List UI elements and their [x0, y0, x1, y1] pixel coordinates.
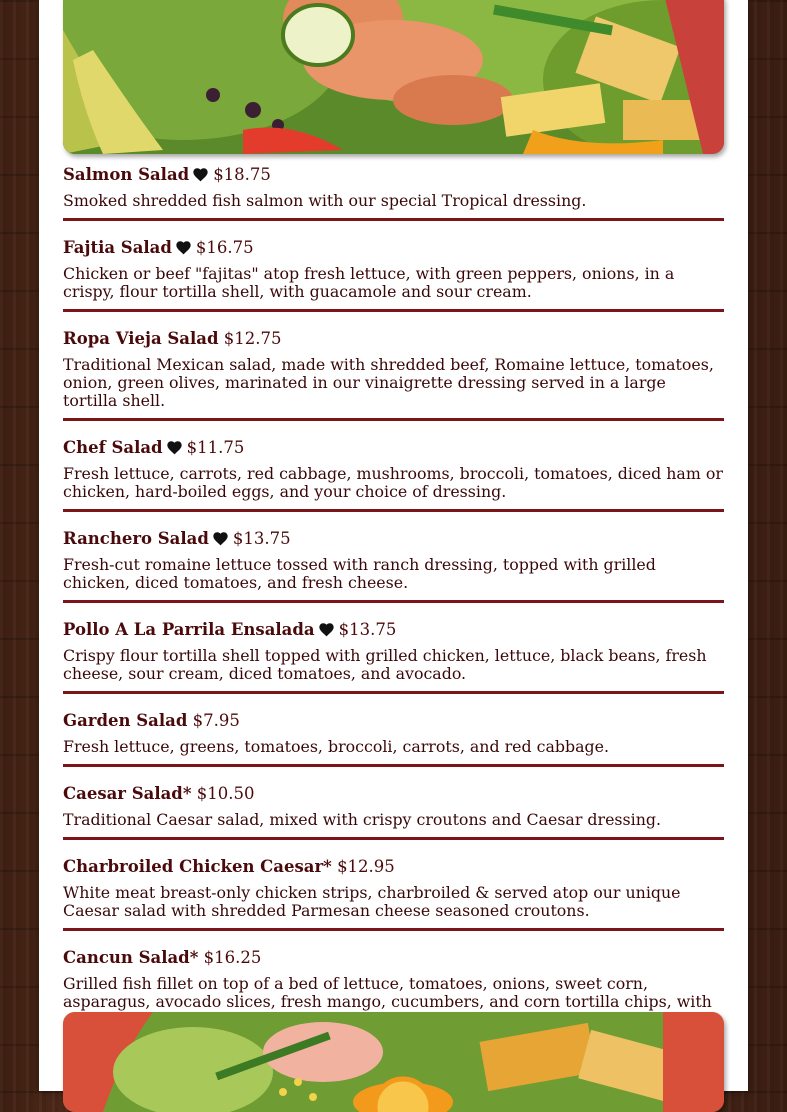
menu-item-description: White meat breast-only chicken strips, charbroiled & served atop our unique Caesar salad with shredded Parmesan cheese seasoned croutons. — [63, 883, 681, 920]
menu-item-header — [63, 615, 724, 645]
cancun-salad-photo — [63, 1012, 724, 1112]
menu-item-price: $13.75 — [232, 529, 291, 548]
menu-item-name: Garden Salad — [63, 711, 188, 730]
menu-item-price: $10.50 — [196, 784, 255, 803]
menu-item-header — [63, 160, 724, 190]
menu-item-price: $16.75 — [195, 238, 254, 257]
menu-item-header — [63, 852, 724, 882]
menu-item — [63, 233, 724, 312]
menu-item-header — [63, 433, 724, 463]
menu-item-price: $12.75 — [223, 329, 282, 348]
menu-item-price: $11.75 — [186, 438, 245, 457]
menu-item-price: $12.95 — [337, 857, 395, 876]
menu-item-description: Traditional Mexican salad, made with shredded beef, Romaine lettuce, tomatoes, onion, green olives, marinated in our vinaigrette dressing served in a large tortilla shell. — [63, 355, 714, 410]
menu-item-description: Traditional Caesar salad, mixed with crispy croutons and Caesar dressing. — [63, 810, 662, 829]
menu-item-name: Salmon Salad — [63, 165, 190, 184]
menu-item — [63, 433, 724, 512]
heart-icon — [192, 167, 209, 182]
menu-item-description: Fresh lettuce, greens, tomatoes, broccoli, carrots, and red cabbage. — [63, 737, 610, 756]
menu-item-description: Fresh-cut romaine lettuce tossed with ranch dressing, topped with grilled chicken, diced tomatoes, and fresh cheese. — [63, 555, 656, 592]
menu-item-name: Cancun Salad* — [63, 948, 199, 967]
menu-item-header — [63, 706, 724, 736]
menu-item — [63, 615, 724, 694]
menu-item — [63, 160, 724, 221]
salad-menu — [63, 160, 724, 1052]
menu-item — [63, 324, 724, 421]
menu-item-header — [63, 324, 724, 354]
heart-icon — [166, 440, 183, 455]
menu-item — [63, 779, 724, 840]
menu-item-name: Pollo A La Parrila Ensalada — [63, 620, 315, 639]
menu-item-name: Caesar Salad* — [63, 784, 192, 803]
menu-item-description: Grilled fish fillet on top of a bed of lettuce, tomatoes, onions, sweet corn, asparagus, avocado slices, fresh mango, cucumbers, and corn tortilla chips, with — [63, 974, 712, 1011]
salmon-salad-photo — [63, 0, 724, 154]
menu-item — [63, 706, 724, 767]
menu-item-price: $18.75 — [213, 165, 271, 184]
menu-item-description: Crispy flour tortilla shell topped with grilled chicken, lettuce, black beans, fresh cheese, sour cream, diced tomatoes, and avocado. — [63, 646, 707, 683]
menu-item — [63, 852, 724, 931]
menu-item-name: Charbroiled Chicken Caesar* — [63, 857, 332, 876]
menu-item-name: Ranchero Salad — [63, 529, 209, 548]
menu-item-header — [63, 524, 724, 554]
heart-icon — [212, 531, 229, 546]
menu-item-price: $13.75 — [338, 620, 397, 639]
menu-item-description: Fresh lettuce, carrots, red cabbage, mushrooms, broccoli, tomatoes, diced ham or chicken, hard-boiled eggs, and your choice of dressing. — [63, 464, 723, 501]
menu-item-name: Fajtia Salad — [63, 238, 172, 257]
menu-item-name: Chef Salad — [63, 438, 163, 457]
menu-item-header — [63, 779, 724, 809]
heart-icon — [175, 240, 192, 255]
menu-item-header — [63, 233, 724, 263]
menu-panel — [39, 0, 748, 1091]
menu-item-description: Chicken or beef "fajitas" atop fresh lettuce, with green peppers, onions, in a crispy, flour tortilla shell, with guacamole and sour cream. — [63, 264, 675, 301]
heart-icon — [318, 622, 335, 637]
menu-item-name: Ropa Vieja Salad — [63, 329, 219, 348]
menu-item — [63, 524, 724, 603]
menu-item-price: $16.25 — [203, 948, 262, 967]
menu-item-description: Smoked shredded fish salmon with our special Tropical dressing. — [63, 191, 587, 210]
menu-item-price: $7.95 — [192, 711, 240, 730]
menu-item-header — [63, 943, 724, 973]
